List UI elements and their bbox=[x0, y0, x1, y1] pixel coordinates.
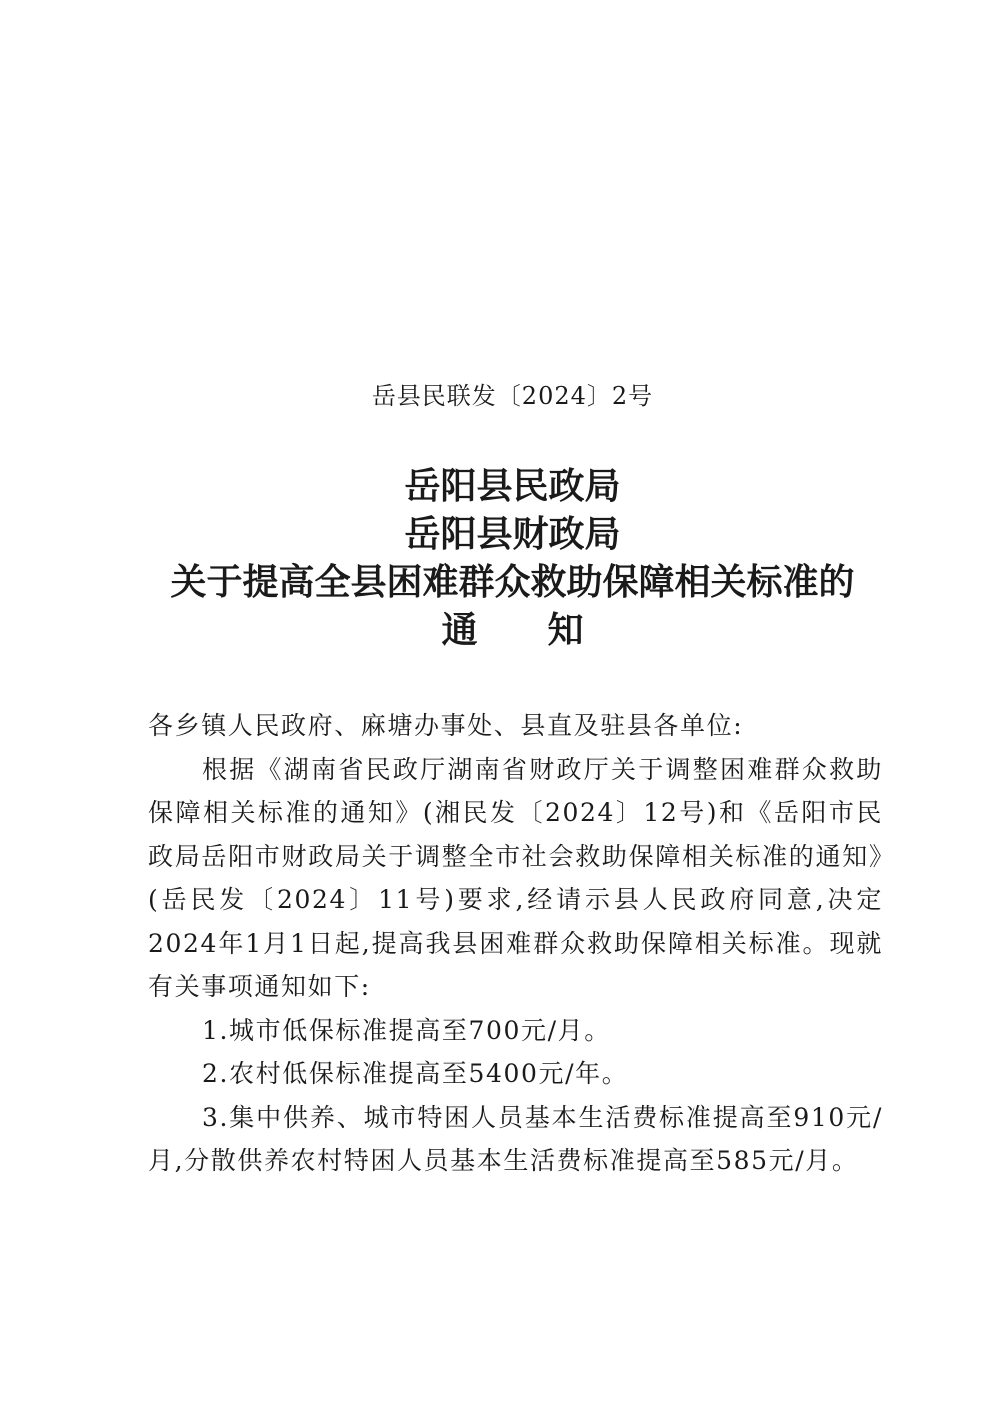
body-item-3: 3.集中供养、城市特困人员基本生活费标准提高至910元/月,分散供养农村特困人员基本生活费标准提高至585元/月。 bbox=[148, 1102, 883, 1175]
document-body bbox=[148, 704, 883, 1183]
title-line-issuer-1: 岳阳县民政局 bbox=[404, 465, 621, 507]
document-number: 岳县民联发〔2024〕2号 bbox=[371, 382, 654, 410]
document-title bbox=[0, 462, 1000, 654]
body-item-1: 1.城市低保标准提高至700元/月。 bbox=[202, 1015, 611, 1045]
title-line-notice: 通知 bbox=[441, 609, 654, 651]
recipients-line: 各乡镇人民政府、麻塘办事处、县直及驻县各单位: bbox=[148, 711, 744, 740]
title-line-subject: 关于提高全县困难群众救助保障相关标准的 bbox=[170, 561, 855, 603]
body-item-2: 2.农村低保标准提高至5400元/年。 bbox=[202, 1059, 629, 1088]
title-line-issuer-2: 岳阳县财政局 bbox=[404, 513, 621, 555]
body-paragraph-basis: 根据《湖南省民政厅湖南省财政厅关于调整困难群众救助保障相关标准的通知》(湘民发〔2024〕12号)和《岳阳市民政局岳阳市财政局关于调整全市社会救助保障相关标准的通知》(岳民发〔2024〕11号)要求,经请示县人民政府同意,决定2024年1月1日起,提高我县困难群众救助保障相关标准。现就有关事项通知如下: bbox=[148, 754, 883, 1001]
